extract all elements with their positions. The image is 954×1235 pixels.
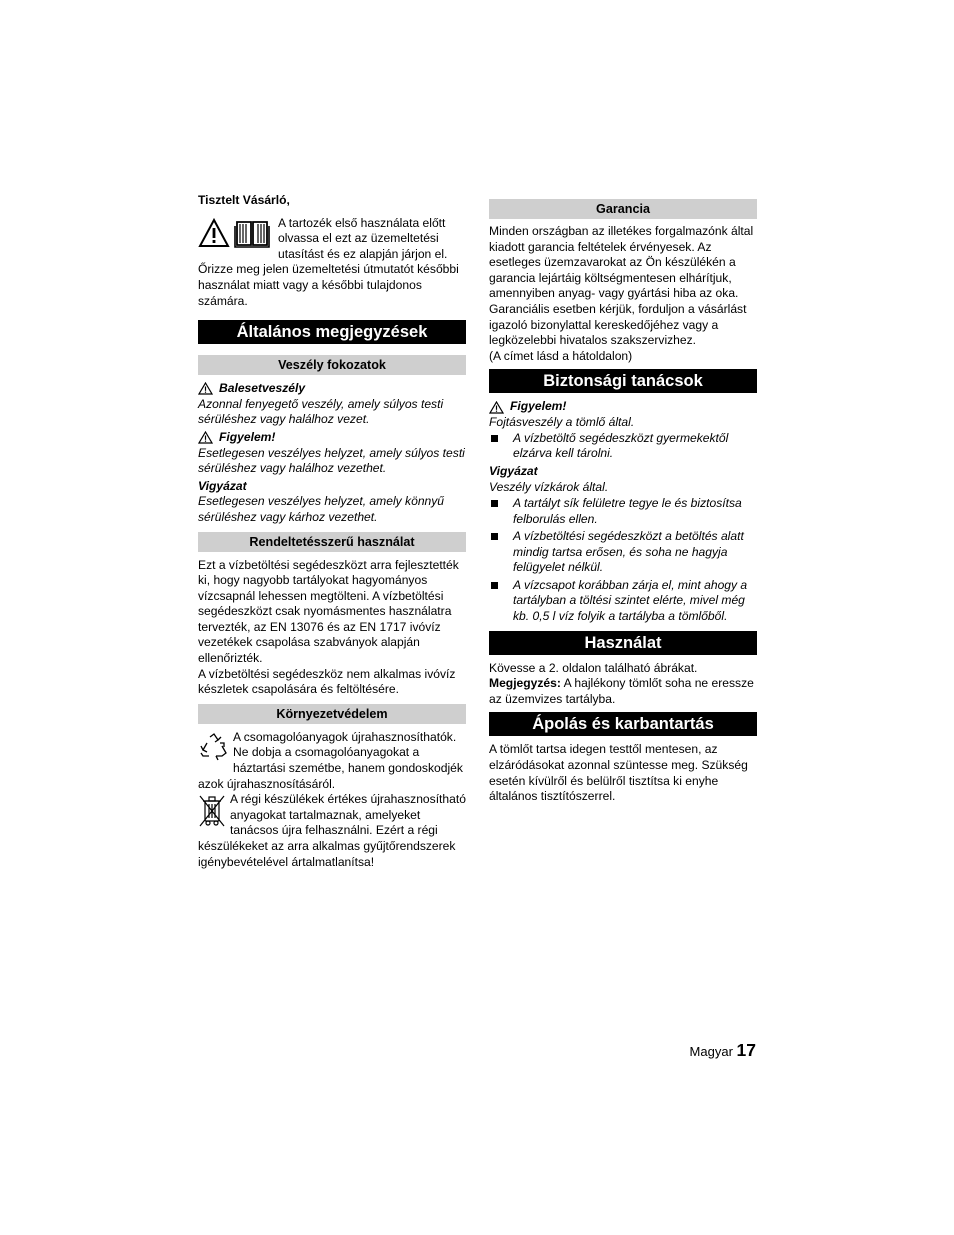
crossed-bin-icon (198, 794, 226, 828)
intro-keep-text: Őrizze meg jelen üzemeltetési útmutatót későbbi használat miatt vagy a későbbi tulajdonos számára. (198, 262, 459, 308)
page-footer (690, 1040, 756, 1061)
warning-text: Esetlegesen veszélyes helyzet, amely súlyos testi sérüléshez vagy halálhoz vezethet. (198, 445, 465, 476)
usage-note-label: Megjegyzés: (489, 676, 561, 691)
usage-note-text: A hajlékony tömlőt soha ne eressze az üzemvizes tartályba. (489, 676, 754, 706)
intro-text: A tartozék első használata előtt olvassa el ezt az üzemeltetési utasítást és ez alapján járjon el. (278, 215, 448, 261)
safety-caution-text: Veszély vízkárok által. (489, 480, 609, 495)
care-text: A tömlőt tartsa idegen testtől mentesen, az elzáródásokat azonnal szüntesse meg. Szükség esetén kívülről és belülről tisztítsa ki enyhe általános tisztítószerrel. (489, 742, 748, 804)
environment-heading: Környezetvédelem (198, 704, 466, 724)
intended-use-p2: A vízbetöltési segédeszköz nem alkalmas ivóvíz készletek csapolására és feltöltésére. (198, 666, 456, 697)
warning-label-row (198, 430, 466, 446)
general-heading: Általános megjegyzések (198, 320, 466, 344)
intended-use-heading: Rendeltetésszerű használat (198, 532, 466, 552)
intro-icons (198, 218, 270, 248)
warranty-text: Minden országban az illetékes forgalmazónk által kiadott garancia feltételek érvényesek. Az esetleges üzemzavarokat az Ön készülékén a garancia lejártáig költségmentesen elhárítjuk, amennyiben anyag- vagy gyártási hiba az oka. Garanciális esetben kérjük, forduljon a vásárlást igazoló bizonylattal kereskedőjéhez vagy a legközelebbi hivatalos szakszervizhez. (489, 224, 754, 348)
recycle-icon (198, 732, 229, 763)
warranty-address-note: (A címet lásd a hátoldalon) (489, 348, 633, 363)
bullet-square-icon (491, 500, 498, 507)
list-item (489, 431, 757, 462)
list-item (489, 578, 757, 625)
usage-text: Kövesse a 2. oldalon található ábrákat. (489, 660, 698, 675)
danger-text: Azonnal fenyegető veszély, amely súlyos testi sérüléshez vagy halálhoz vezet. (198, 396, 444, 427)
safety-warning-label: Figyelem! (510, 399, 567, 414)
list-item (489, 496, 757, 527)
usage-heading: Használat (489, 631, 757, 655)
warning-triangle-icon (489, 401, 504, 414)
bullet-square-icon (491, 533, 498, 540)
safety-caution-label: Vigyázat (489, 463, 538, 478)
safety-warning-text: Fojtásveszély a tömlő által. (489, 414, 635, 429)
open-manual-icon (234, 218, 270, 248)
caution-label: Vigyázat (198, 478, 247, 493)
safety-heading: Biztonsági tanácsok (489, 369, 757, 393)
warning-triangle-icon (198, 431, 213, 444)
danger-label-row (198, 381, 466, 397)
footer-language: Magyar (689, 1044, 733, 1059)
bullet-square-icon (491, 435, 498, 442)
hazard-levels-heading: Veszély fokozatok (198, 355, 466, 375)
warranty-heading: Garancia (489, 199, 757, 219)
list-item (489, 529, 757, 576)
weee-text: A régi készülékek értékes újrahasznosítható anyagokat tartalmaznak, amelyeket tanácsos újra felhasználni. Ezért a régi készülékeket az arra alkalmas gyűjtőrendszerek igénybevételével ártalmatlanítsa! (198, 792, 466, 869)
right-column (489, 193, 757, 805)
warning-triangle-icon (198, 218, 230, 248)
intro-block (198, 216, 466, 310)
page-number: 17 (736, 1040, 756, 1060)
danger-label: Balesetveszély (219, 381, 306, 396)
bullet-text: A vízcsapot korábban zárja el, mint ahogy a tartályban a töltési szintet elérte, mivel még kb. 0,5 l víz folyik a tartályba a tömlőből. (513, 577, 748, 624)
usage-note (489, 676, 757, 707)
warning-label: Figyelem! (219, 429, 276, 444)
bullet-text: A vízbetöltési segédeszközt a betöltés alatt mindig tartsa erősen, és soha ne hagyja felügyelet nélkül. (513, 529, 744, 575)
warning-triangle-icon (198, 382, 213, 395)
safety-warning-label-row (489, 399, 757, 415)
bullet-square-icon (491, 582, 498, 589)
recycle-text: A csomagolóanyagok újrahasznosíthatók. Ne dobja a csomagolóanyagokat a háztartási szemétbe, hanem gondoskodjék azok újrahasznosításáról. (198, 729, 463, 791)
intended-use-p1: Ezt a vízbetöltési segédeszközt arra fejlesztették ki, hogy nagyobb tartályokat hagyományos vízcsapnál lehessen megtölteni. A vízbetöltési segédeszközt csak nyomásmentes használatra tervezték, az EN 13076 és az EN 1717 ivóvíz vezetékek csapolása szabványok alapján ellenőrizték. (198, 557, 459, 666)
bullet-text: A tartályt sík felületre tegye le és biztosítsa felborulás ellen. (513, 495, 742, 526)
left-column (198, 193, 466, 870)
recycle-block (198, 730, 466, 792)
weee-block (198, 792, 466, 870)
care-heading: Ápolás és karbantartás (489, 712, 757, 736)
bullet-text: A vízbetöltő segédeszközt gyermekektől elzárva kell tárolni. (513, 430, 729, 461)
salutation: Tisztelt Vásárló, (198, 193, 290, 207)
caution-text: Esetlegesen veszélyes helyzet, amely könnyű sérüléshez vagy kárhoz vezethet. (198, 494, 445, 524)
